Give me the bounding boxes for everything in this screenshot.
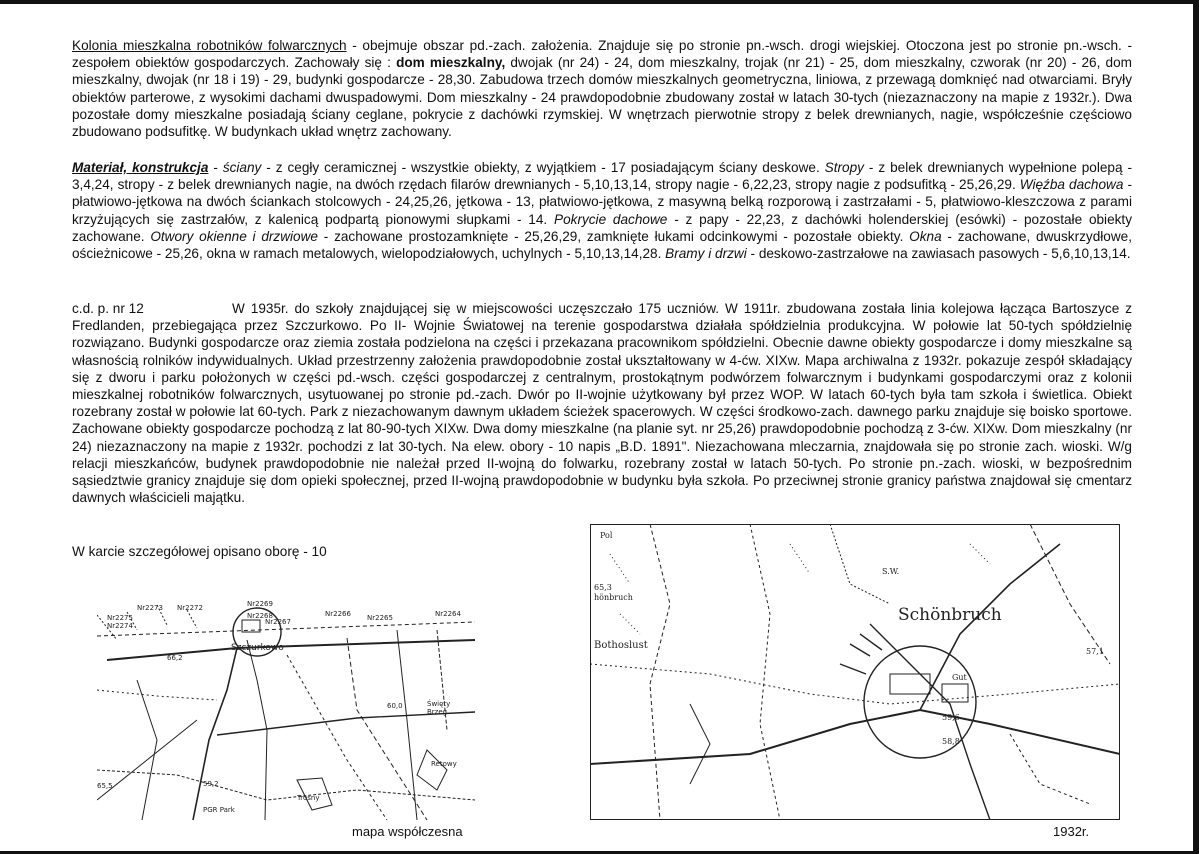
map-label-h655: 65,5 — [97, 782, 113, 790]
map-label-h600: 60,0 — [387, 702, 403, 710]
continuation-label: c.d. p. nr 12 — [72, 301, 144, 316]
archival-map-1932 — [590, 524, 1120, 820]
scan-border-right — [1193, 0, 1199, 854]
map-label-pgr-park: PGR Park — [203, 806, 235, 814]
map-label-nr2274: Nr2274 — [107, 622, 133, 630]
map-label-henbruch: hönbruch — [594, 593, 633, 602]
map-label-nr2269: Nr2269 — [247, 600, 273, 608]
map-label-trosny: Trosny — [297, 794, 320, 802]
map-label-pol: Pol — [600, 531, 613, 540]
map-label-nr2265: Nr2265 — [367, 614, 393, 622]
map-label-nr2264: Nr2264 — [435, 610, 461, 618]
archival-map-caption: 1932r. — [1053, 824, 1090, 839]
map-label-nr2266: Nr2266 — [325, 610, 351, 618]
map-label-nr2275: Nr2275 — [107, 614, 133, 622]
map-label-h592: 59,2 — [203, 780, 219, 788]
paragraph-material-construction: Materiał, konstrukcja - ściany - z cegły ceramicznej - wszystkie obiekty, z wyjątkiem - 17 posiadającym ściany deskowe. Stropy - z belek drewnianych wypełnione polepą - 3,4,24, stropy - z belek drewnianych nagie, na dwóch rzędach filarów drewnianych - 5,10,13,14, stropy nagie - 6,22,23, stropy nagie z podsufitką - 25,26,29. Więźba dachowa - płatwiowo-jętkowa na dwóch ściankach stolcowych - 24,25,26, jętkowa - 13, płatwiowo-jętkowa, z masywną belką rozporową i zastrzałami - 5, płatwiowo-kleszczowa z parami krzyżujących się zastrzałów, z kalenicą podpartą pionowymi słupkami - 14. Pokrycie dachowe - z papy - 22,23, z dachówki holenderskiej (esówki) - pozostałe obiekty zachowane. Otwory okienne i drzwiowe - zachowane prostozamknięte - 25,26,29, zamknięte łukami odcinkowymi - pozostałe obiekty. Okna - zachowane, dwuskrzydłowe, ościeżnicowe - 25,26, okna w ramach metalowych, wielopodziałowych, uchylnych - 5,10,13,14,28. Bramy i drzwi - deskowo-zastrzałowe na zawiasach pasowych - 5,6,10,13,14. — [72, 160, 1133, 262]
map-label-brzeg: Brzeg — [427, 708, 448, 716]
map-label-h653: 65,3 — [594, 583, 612, 592]
map-label-sw: S.W. — [882, 567, 900, 576]
section-heading-material: Materiał, konstrukcja — [72, 160, 209, 175]
map-label-swiety: Święty — [427, 700, 451, 708]
section-heading-colony: Kolonia mieszkalna robotników folwarcznych — [72, 38, 347, 53]
map-label-retowy: Retowy — [431, 760, 457, 768]
map-label-h596: 59,6 — [942, 713, 960, 722]
paragraph-housing-colony: Kolonia mieszkalna robotników folwarcznych - obejmuje obszar pd.-zach. założenia. Znajduje się po stronie pn.-wsch. drogi wiejskiej. Otoczona jest po stronie pn.-wsch. - zespołem obiektów gospodarczych. Zachowały się : dom mieszkalny, dwojak (nr 24) - 24, dom mieszkalny, trojak (nr 21) - 25, dom mieszkalny, czworak (nr 20) - 26, dom mieszkalny, dwojak (nr 18 i 19) - 29, budynki gospodarcze - 28,30. Zabudowa trzech domów mieszkalnych geometryczna, liniowa, z przewagą domknięć nad otwarciami. Bryły obiektów parterowe, z wysokimi dachami dwuspadowymi. Dom mieszkalny - 24 prawdopodobnie zbudowany został w latach 30-tych (niezaznaczony na mapie z 1932r.). Dwa pozostałe domy mieszkalne posiadają ściany ceglane, pokrycie z dachówki rzymskiej. W wnętrzach pierwotnie stropy z belek drewnianych, nagie, współcześnie częściowo zbudowano podsufitkę. W budynkach układ wnętrz zachowany. — [72, 38, 1133, 140]
modern-map — [97, 600, 475, 820]
map-label-h662: 66,2 — [167, 654, 183, 662]
map-label-gut: Gut — [952, 673, 967, 682]
map-label-bothoslust: Bothoslust — [594, 640, 648, 651]
map-label-h588: 58,8 — [942, 737, 960, 746]
map-label-village: Szczurkowo — [231, 643, 284, 653]
map-label-nr2272: Nr2272 — [177, 604, 203, 612]
map-label-h571: 57,1 — [1086, 647, 1104, 656]
map-label-nr2273: Nr2273 — [137, 604, 163, 612]
detail-card-note: W karcie szczegółowej opisano oborę - 10 — [72, 544, 327, 559]
modern-map-caption: mapa współczesna — [352, 824, 463, 839]
map-label-nr2268: Nr2268 — [247, 612, 273, 620]
map-label-schonbruch: Schönbruch — [898, 605, 1002, 625]
map-label-nr2267: Nr2267 — [265, 618, 291, 626]
scan-border-top — [0, 0, 1199, 4]
paragraph-history: c.d. p. nr 12 W 1935r. do szkoły znajdującej się w miejscowości uczęszczało 175 uczniów. W 1911r. zbudowana została linia kolejowa łącząca Bartoszyce z Fredlanden, przebiegająca przez Szczurkowo. Po II- Wojnie Światowej na terenie gospodarstwa działała spółdzielnia produkcyjna. W połowie lat 50-tych spółdzielnię rozwiązano. Budynki gospodarcze oraz ziemia została podzielona na części i przekazana pracownikom spółdzielni. Obecnie dawne obiekty gospodarcze i domy mieszkalne są własnością rolników indywidualnych. Układ przestrzenny założenia prawdopodobnie został ukształtowany w 4-ćw. XIXw. Mapa archiwalna z 1932r. pokazuje zespół składający się z dworu i parku położonych w części pd.-wsch. części gospodarczej z centralnym, prostokątnym podwórzem folwarcznym i budynkami gospodarczymi oraz z kolonii mieszkalnej robotników folwarcznych, usytuowanej po stronie pd.-zach. Dwór po II-wojnie użytkowany był przez WOP. W latach 60-tych była tam szkoła i świetlica. Obiekt rozebrany został w połowie lat 60-tych. Park z niezachowanym dawnym układem ścieżek spacerowych. W części środkowo-zach. dawnego parku znajduje się boisko sportowe. Zachowane obiekty gospodarcze pochodzą z lat 80-90-tych XIXw. Dwa domy mieszkalne (na planie syt. nr 25,26) prawdopodobnie pochodzą z 3-ćw. XIXw. Dom mieszkalny (nr 24) niezaznaczony na mapie z 1932r. pochodzi z lat 30-tych. Na elew. obory - 10 napis „B.D. 1891". Niezachowana mleczarnia, znajdowała się po stronie zach. wioski. W/g relacji mieszkańców, budynek prawdopodobnie nie należał przed II-wojną do folwarku, rozebrany został w latach 50-tych. Po stronie pn.-zach. wioski, w bezpośrednim sąsiedztwie granicy znajduje się dom opieki społecznej, przed II-wojną prawdopodobnie w budynku była szkoła. Po przeciwnej stronie granicy państwa znajdował się cmentarz dawnych właścicieli majątku. — [72, 301, 1132, 506]
